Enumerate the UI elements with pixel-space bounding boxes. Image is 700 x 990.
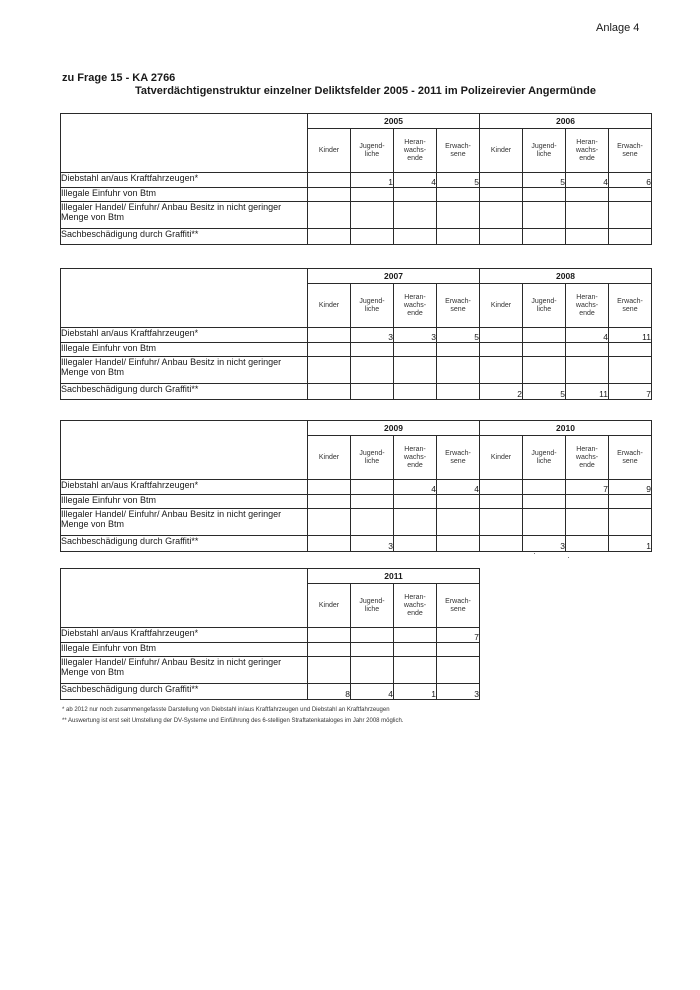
value-cell	[394, 384, 437, 400]
value-cell: 4	[437, 480, 480, 495]
value-cell	[437, 536, 480, 552]
value-cell	[566, 188, 609, 202]
value-cell	[566, 357, 609, 384]
annex-label: Anlage 4	[596, 22, 640, 34]
stats-table-2009-2010	[60, 420, 652, 552]
table-row	[61, 173, 652, 188]
row-label: Illegaler Handel/ Einfuhr/ Anbau Besitz in nicht geringer Menge von Btm	[61, 202, 308, 229]
value-cell	[351, 202, 394, 229]
value-cell	[480, 229, 523, 245]
value-cell: 3	[351, 536, 394, 552]
corner-cell	[61, 569, 308, 628]
value-cell	[437, 343, 480, 357]
value-cell	[394, 229, 437, 245]
value-cell	[437, 384, 480, 400]
value-cell	[308, 495, 351, 509]
value-cell: 1	[394, 684, 437, 700]
value-cell	[523, 202, 566, 229]
value-cell	[523, 328, 566, 343]
value-cell	[308, 628, 351, 643]
value-cell	[437, 229, 480, 245]
value-cell	[351, 343, 394, 357]
value-cell: 4	[394, 173, 437, 188]
row-label: Sachbeschädigung durch Graffiti**	[61, 536, 308, 552]
value-cell	[308, 328, 351, 343]
value-cell	[308, 643, 351, 657]
table-row	[61, 509, 652, 536]
value-cell	[437, 643, 480, 657]
year-header: 2010	[480, 421, 652, 436]
category-header: Jugend- liche	[523, 436, 566, 480]
scan-speck: ·	[533, 548, 536, 558]
value-cell	[480, 188, 523, 202]
value-cell: 11	[566, 384, 609, 400]
category-header: Erwach- sene	[437, 584, 480, 628]
row-label: Sachbeschädigung durch Graffiti**	[61, 229, 308, 245]
value-cell	[351, 628, 394, 643]
category-header: Kinder	[480, 129, 523, 173]
category-header: Heran- wachs- ende	[394, 284, 437, 328]
row-label: Diebstahl an/aus Kraftfahrzeugen*	[61, 628, 308, 643]
stats-table-2005-2006	[60, 113, 652, 245]
value-cell: 7	[566, 480, 609, 495]
value-cell	[480, 495, 523, 509]
stats-table-2011	[60, 568, 480, 700]
value-cell	[480, 480, 523, 495]
category-header: Kinder	[308, 584, 351, 628]
table-row	[61, 480, 652, 495]
value-cell	[394, 357, 437, 384]
value-cell: 4	[566, 328, 609, 343]
value-cell	[351, 229, 394, 245]
category-header: Jugend- liche	[351, 284, 394, 328]
value-cell	[394, 643, 437, 657]
category-header: Heran- wachs- ende	[566, 284, 609, 328]
row-label: Diebstahl an/aus Kraftfahrzeugen*	[61, 173, 308, 188]
value-cell	[437, 357, 480, 384]
value-cell	[480, 357, 523, 384]
table-row	[61, 343, 652, 357]
value-cell: 8	[308, 684, 351, 700]
value-cell: 5	[437, 173, 480, 188]
table-row	[61, 229, 652, 245]
value-cell	[394, 188, 437, 202]
category-header: Heran- wachs- ende	[394, 129, 437, 173]
row-label: Diebstahl an/aus Kraftfahrzeugen*	[61, 480, 308, 495]
year-header: 2007	[308, 269, 480, 284]
category-header: Erwach- sene	[437, 129, 480, 173]
value-cell: 5	[523, 173, 566, 188]
value-cell: 11	[609, 328, 652, 343]
corner-cell	[61, 114, 308, 173]
value-cell: 6	[609, 173, 652, 188]
value-cell	[394, 628, 437, 643]
value-cell	[308, 173, 351, 188]
question-reference: zu Frage 15 - KA 2766	[62, 72, 176, 84]
value-cell: 4	[566, 173, 609, 188]
value-cell	[523, 495, 566, 509]
year-header: 2006	[480, 114, 652, 129]
scan-speck: ·	[567, 552, 570, 562]
value-cell: 3	[394, 328, 437, 343]
value-cell: 1	[609, 536, 652, 552]
value-cell	[437, 202, 480, 229]
value-cell	[308, 343, 351, 357]
value-cell: 3	[351, 328, 394, 343]
value-cell	[480, 343, 523, 357]
value-cell	[609, 229, 652, 245]
value-cell	[394, 343, 437, 357]
value-cell	[609, 188, 652, 202]
table-row	[61, 643, 480, 657]
value-cell: 3	[523, 536, 566, 552]
value-cell	[609, 357, 652, 384]
corner-cell	[61, 421, 308, 480]
value-cell	[351, 357, 394, 384]
table-row	[61, 495, 652, 509]
value-cell	[609, 202, 652, 229]
value-cell	[437, 188, 480, 202]
year-header: 2008	[480, 269, 652, 284]
table-row	[61, 657, 480, 684]
value-cell	[480, 536, 523, 552]
value-cell	[308, 229, 351, 245]
year-header: 2011	[308, 569, 480, 584]
value-cell	[308, 188, 351, 202]
value-cell	[308, 536, 351, 552]
value-cell	[480, 173, 523, 188]
value-cell	[351, 495, 394, 509]
value-cell	[351, 188, 394, 202]
value-cell: 1	[351, 173, 394, 188]
value-cell	[351, 643, 394, 657]
value-cell	[566, 229, 609, 245]
value-cell	[308, 480, 351, 495]
category-header: Kinder	[480, 436, 523, 480]
stats-table-2007-2008	[60, 268, 652, 400]
category-header: Heran- wachs- ende	[394, 584, 437, 628]
value-cell: 3	[437, 684, 480, 700]
value-cell	[394, 657, 437, 684]
value-cell	[308, 509, 351, 536]
category-header: Jugend- liche	[351, 436, 394, 480]
category-header: Kinder	[308, 129, 351, 173]
value-cell	[351, 657, 394, 684]
table-row	[61, 684, 480, 700]
category-header: Jugend- liche	[351, 129, 394, 173]
value-cell	[609, 343, 652, 357]
value-cell	[523, 343, 566, 357]
table-row	[61, 202, 652, 229]
value-cell: 5	[437, 328, 480, 343]
value-cell: 4	[394, 480, 437, 495]
row-label: Sachbeschädigung durch Graffiti**	[61, 384, 308, 400]
value-cell	[394, 202, 437, 229]
category-header: Kinder	[308, 436, 351, 480]
category-header: Kinder	[480, 284, 523, 328]
value-cell	[566, 509, 609, 536]
table-row	[61, 536, 652, 552]
value-cell	[523, 229, 566, 245]
value-cell	[394, 536, 437, 552]
category-header: Jugend- liche	[351, 584, 394, 628]
category-header: Heran- wachs- ende	[394, 436, 437, 480]
row-label: Illegaler Handel/ Einfuhr/ Anbau Besitz in nicht geringer Menge von Btm	[61, 509, 308, 536]
value-cell	[523, 357, 566, 384]
value-cell: 7	[437, 628, 480, 643]
value-cell	[566, 343, 609, 357]
value-cell	[480, 202, 523, 229]
category-header: Jugend- liche	[523, 284, 566, 328]
value-cell	[609, 509, 652, 536]
table-row	[61, 328, 652, 343]
category-header: Erwach- sene	[437, 284, 480, 328]
year-header: 2009	[308, 421, 480, 436]
value-cell: 9	[609, 480, 652, 495]
category-header: Erwach- sene	[609, 436, 652, 480]
value-cell	[308, 657, 351, 684]
footnote-1: * ab 2012 nur noch zusammengefasste Darstellung von Diebstahl in/aus Kraftfahrzeugen und Diebstahl an Kraftfahrzeugen	[62, 707, 390, 713]
value-cell	[609, 495, 652, 509]
row-label: Illegaler Handel/ Einfuhr/ Anbau Besitz in nicht geringer Menge von Btm	[61, 357, 308, 384]
table-row	[61, 384, 652, 400]
table-row	[61, 188, 652, 202]
row-label: Illegale Einfuhr von Btm	[61, 495, 308, 509]
value-cell: 7	[609, 384, 652, 400]
row-label: Sachbeschädigung durch Graffiti**	[61, 684, 308, 700]
value-cell: 4	[351, 684, 394, 700]
row-label: Illegale Einfuhr von Btm	[61, 643, 308, 657]
value-cell	[308, 357, 351, 384]
category-header: Erwach- sene	[437, 436, 480, 480]
value-cell: 5	[523, 384, 566, 400]
value-cell	[523, 509, 566, 536]
row-label: Diebstahl an/aus Kraftfahrzeugen*	[61, 328, 308, 343]
value-cell	[437, 657, 480, 684]
category-header: Erwach- sene	[609, 284, 652, 328]
category-header: Heran- wachs- ende	[566, 436, 609, 480]
value-cell	[308, 384, 351, 400]
table-row	[61, 357, 652, 384]
value-cell	[394, 509, 437, 536]
value-cell	[566, 495, 609, 509]
value-cell	[480, 328, 523, 343]
value-cell	[351, 480, 394, 495]
row-label: Illegale Einfuhr von Btm	[61, 343, 308, 357]
category-header: Erwach- sene	[609, 129, 652, 173]
value-cell	[437, 509, 480, 536]
value-cell	[308, 202, 351, 229]
value-cell	[480, 509, 523, 536]
category-header: Kinder	[308, 284, 351, 328]
value-cell	[351, 384, 394, 400]
value-cell	[437, 495, 480, 509]
category-header: Jugend- liche	[523, 129, 566, 173]
value-cell	[351, 509, 394, 536]
corner-cell	[61, 269, 308, 328]
value-cell: 2	[480, 384, 523, 400]
year-header: 2005	[308, 114, 480, 129]
category-header: Heran- wachs- ende	[566, 129, 609, 173]
value-cell	[394, 495, 437, 509]
footnote-2: ** Auswertung ist erst seit Umstellung der DV-Systeme und Einführung des 6-stelligen Straftatenkataloges im Jahr 2008 möglich.	[62, 718, 404, 724]
value-cell	[566, 536, 609, 552]
row-label: Illegale Einfuhr von Btm	[61, 188, 308, 202]
value-cell	[523, 480, 566, 495]
table-row	[61, 628, 480, 643]
row-label: Illegaler Handel/ Einfuhr/ Anbau Besitz in nicht geringer Menge von Btm	[61, 657, 308, 684]
value-cell	[523, 188, 566, 202]
document-title: Tatverdächtigenstruktur einzelner Deliktsfelder 2005 - 2011 im Polizeirevier Angermünde	[135, 85, 596, 97]
value-cell	[566, 202, 609, 229]
